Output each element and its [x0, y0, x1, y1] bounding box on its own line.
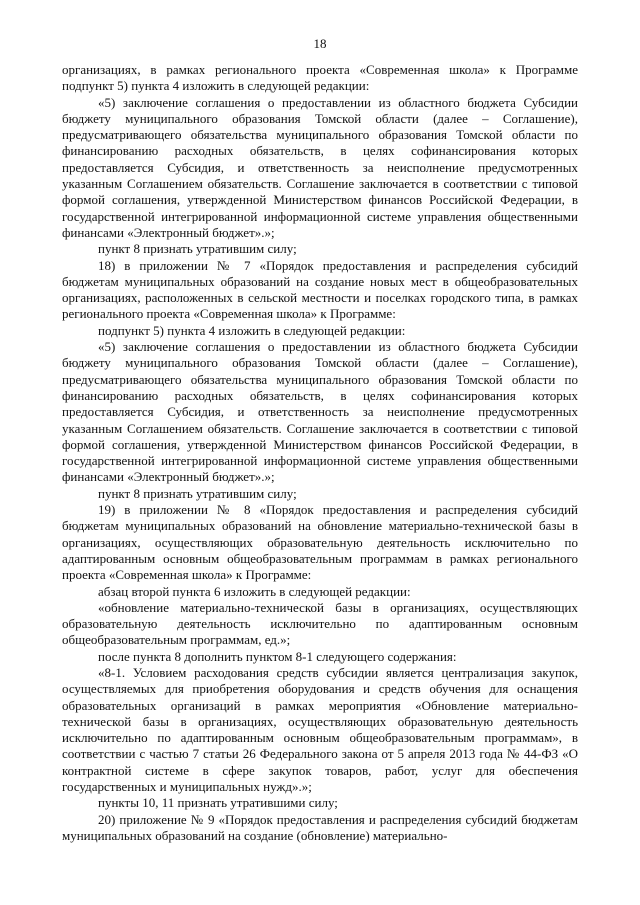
document-body	[62, 62, 578, 844]
paragraph: 19) в приложении № 8 «Порядок предоставления и распределения субсидий бюджетам муниципальных образований на обновление материально-технической базы в организациях, осуществляющих образовательную деятельность исключительно по адаптированным основным общеобразовательным программам в рамках регионального проекта «Современная школа» к Программе:	[62, 502, 578, 583]
paragraph: организациях, в рамках регионального проекта «Современная школа» к Программе подпункт 5) пункта 4 изложить в следующей редакции:	[62, 62, 578, 94]
paragraph: подпункт 5) пункта 4 изложить в следующей редакции:	[98, 322, 406, 338]
paragraph: абзац второй пункта 6 изложить в следующей редакции:	[98, 583, 411, 599]
paragraph: пункты 10, 11 признать утратившими силу;	[98, 795, 338, 811]
paragraph: пункт 8 признать утратившим силу;	[98, 485, 297, 501]
paragraph: после пункта 8 дополнить пунктом 8-1 следующего содержания:	[98, 648, 457, 664]
page-number: 18	[313, 36, 327, 51]
paragraph: «обновление материально-технической базы в организациях, осуществляющих образовательную деятельность исключительно по адаптированным основным общеобразовательным программам, ед.»;	[62, 599, 578, 648]
paragraph: пункт 8 признать утратившим силу;	[98, 241, 297, 257]
paragraph: «8-1. Условием расходования средств субсидии является централизация закупок, осуществляемых для приобретения оборудования и средств обучения для оснащения образовательных организаций в рамках мероприятия «Обновление материально-технической базы в организациях, осуществляющих образовательную деятельность исключительно по адаптированным основным общеобразовательным программам», в соответствии с частью 7 статьи 26 Федерального закона от 5 апреля 2013 года № 44-ФЗ «О контрактной системе в сфере закупок товаров, работ, услуг для обеспечения государственных и муниципальных нужд».»;	[62, 664, 578, 795]
paragraph: 20) приложение № 9 «Порядок предоставления и распределения субсидий бюджетам муниципальных образований на создание (обновление) материально-	[62, 811, 578, 843]
paragraph: «5) заключение соглашения о предоставлении из областного бюджета Субсидии бюджету муниципального образования Томской области (далее – Соглашение), предусматривающего обязательства муниципального образования Томской области по финансированию расходных обязательств, в целях софинансирования которых предоставляется Субсидия, и ответственность за неисполнение предусмотренных указанным Соглашением обязательств. Соглашение заключается в соответствии с типовой формой соглашения, утвержденной Министерством финансов Российской Федерации, в государственной интегрированной информационной системе управления общественными финансами «Электронный бюджет».»;	[62, 339, 578, 485]
paragraph: 18) в приложении № 7 «Порядок предоставления и распределения субсидий бюджетам муниципальных образований на создание новых мест в общеобразовательных организациях, расположенных в сельской местности и поселках городского типа, в рамках регионального проекта «Современная школа» к Программе:	[62, 257, 578, 322]
paragraph: «5) заключение соглашения о предоставлении из областного бюджета Субсидии бюджету муниципального образования Томской области (далее – Соглашение), предусматривающего обязательства муниципального образования Томской области по финансированию расходных обязательств, в целях софинансирования которых предоставляется Субсидия, и ответственность за неисполнение предусмотренных указанным Соглашением обязательств. Соглашение заключается в соответствии с типовой формой соглашения, утвержденной Министерством финансов Российской Федерации, в государственной интегрированной информационной системе управления общественными финансами «Электронный бюджет».»;	[62, 94, 578, 240]
